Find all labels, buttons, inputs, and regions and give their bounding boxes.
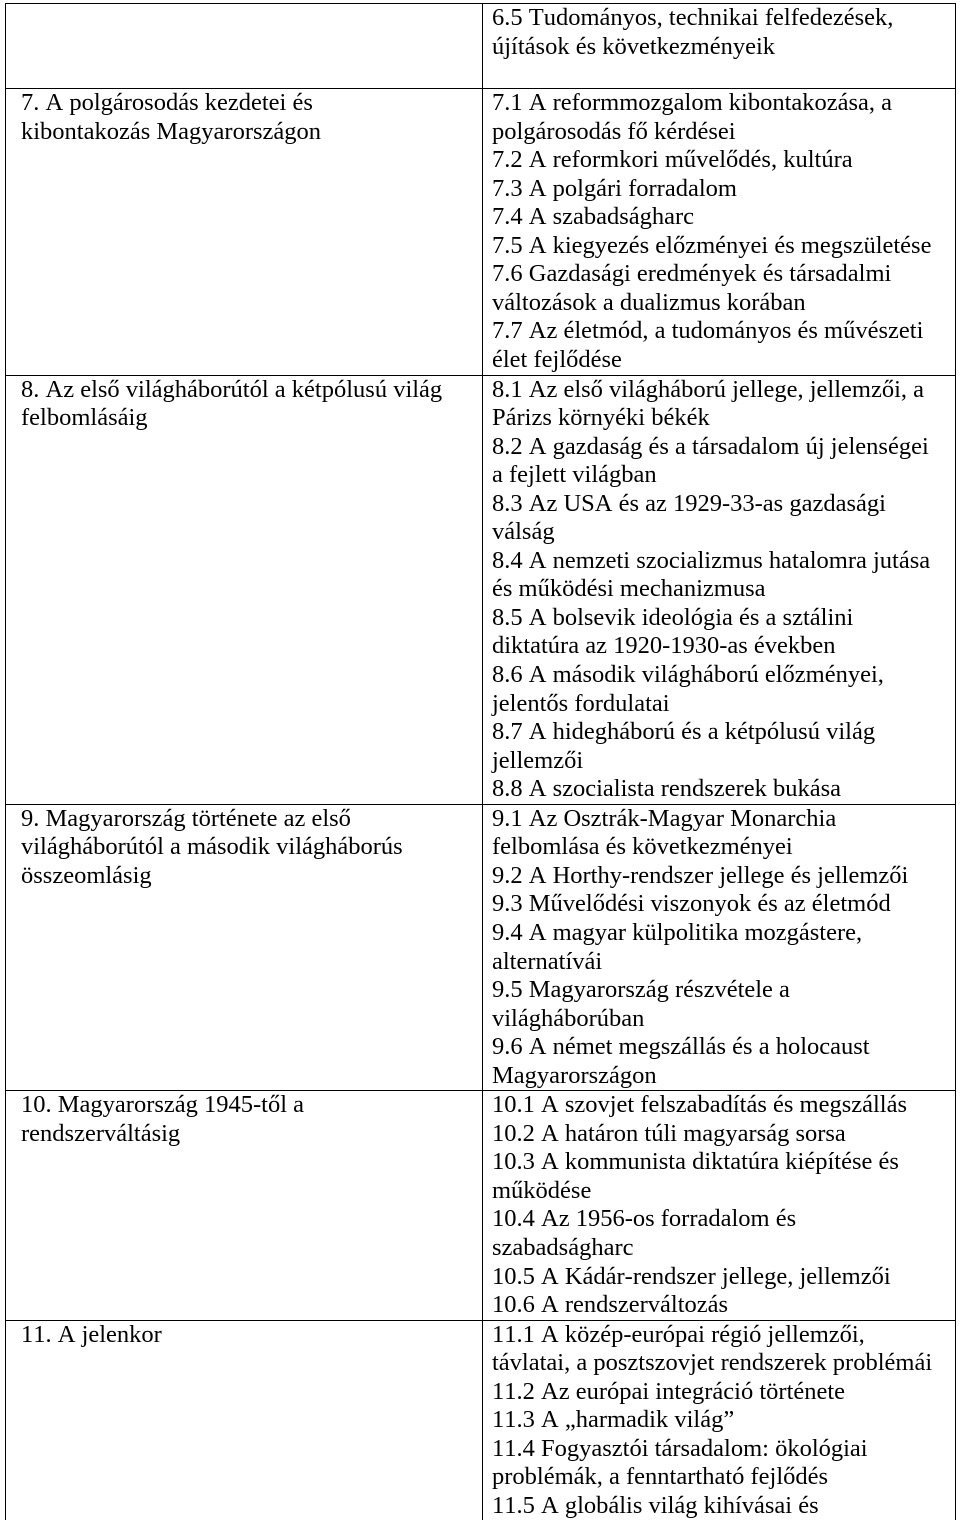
subtopic-item: 11.4 Fogyasztói társadalom: ökológiai problémák, a fenntartható fejlődés	[492, 1434, 868, 1491]
subtopic-list	[483, 4, 955, 88]
table-row	[6, 804, 956, 1090]
subtopic-item: 9.1 Az Osztrák-Magyar Monarchia felbomlása és következményei	[492, 804, 837, 861]
subtopic-item: 11.5 A globális világ kihívásai és	[492, 1491, 819, 1519]
subtopic-item: 9.4 A magyar külpolitika mozgástere, alternatívái	[492, 918, 863, 975]
subtopic-item: 8.2 A gazdaság és a társadalom új jelenségei a fejlett világban	[492, 432, 929, 489]
topic-title: 8. Az első világháborútól a kétpólusú világ felbomlásáig	[21, 375, 443, 432]
table-row	[6, 375, 956, 804]
subtopic-cell	[483, 804, 956, 1090]
subtopic-cell	[483, 1091, 956, 1320]
subtopic-item: 11.3 A „harmadik világ”	[492, 1406, 735, 1434]
subtopic-cell	[483, 89, 956, 375]
subtopic-item: 9.6 A német megszállás és a holocaust Magyarországon	[492, 1033, 870, 1089]
subtopic-item: 8.4 A nemzeti szocializmus hatalomra jutása és működési mechanizmusa	[492, 546, 931, 603]
subtopic-item: 10.5 A Kádár-rendszer jellege, jellemzői	[492, 1262, 891, 1290]
subtopic-item: 9.3 Művelődési viszonyok és az életmód	[492, 890, 891, 918]
subtopic-item: 11.1 A közép-európai régió jellemzői, távlatai, a posztszovjet rendszerek problémái	[492, 1320, 933, 1377]
topic-cell	[6, 1320, 483, 1520]
table-row	[6, 1320, 956, 1520]
topic-cell	[6, 1091, 483, 1320]
topic-title: 7. A polgárosodás kezdetei és kibontakozás Magyarországon	[21, 89, 322, 145]
subtopic-list	[483, 376, 955, 804]
subtopic-item: 9.5 Magyarország részvétele a világháborúban	[492, 976, 790, 1032]
table-row	[6, 4, 956, 89]
subtopic-list	[483, 805, 955, 1090]
subtopic-item: 11.2 Az európai integráció története	[492, 1377, 846, 1405]
subtopic-list	[483, 89, 955, 374]
subtopic-item: 8.7 A hidegháború és a kétpólusú világ jellemzői	[492, 718, 876, 774]
subtopic-item: 8.6 A második világháború előzményei, jelentős fordulatai	[492, 661, 884, 717]
subtopic-item: 10.2 A határon túli magyarság sorsa	[492, 1119, 846, 1147]
subtopic-item: 10.3 A kommunista diktatúra kiépítése és működése	[492, 1148, 899, 1204]
subtopic-cell	[483, 4, 956, 89]
topic-table	[5, 3, 956, 1520]
subtopic-item: 8.1 Az első világháború jellege, jellemzői, a Párizs környéki békék	[492, 375, 925, 432]
table-row	[6, 1091, 956, 1320]
topic-title: 11. A jelenkor	[21, 1320, 162, 1348]
subtopic-item: 7.7 Az életmód, a tudományos és művészeti élet fejlődése	[492, 317, 924, 374]
topic-title: 10. Magyarország 1945-től a rendszerváltásig	[21, 1091, 305, 1147]
subtopic-list	[483, 1321, 955, 1521]
topic-cell	[6, 375, 483, 804]
subtopic-item: 8.5 A bolsevik ideológia és a sztálini diktatúra az 1920-1930-as években	[492, 603, 854, 660]
subtopic-list	[483, 1091, 955, 1319]
subtopic-item: 7.2 A reformkori művelődés, kultúra	[492, 146, 853, 174]
subtopic-cell	[483, 375, 956, 804]
subtopic-item: 6.5 Tudományos, technikai felfedezések, újítások és következményeik	[492, 4, 894, 60]
subtopic-item: 10.1 A szovjet felszabadítás és megszállás	[492, 1091, 908, 1119]
topic-cell	[6, 804, 483, 1090]
topic-cell	[6, 89, 483, 375]
subtopic-item: 10.6 A rendszerváltozás	[492, 1291, 729, 1319]
subtopic-item: 7.6 Gazdasági eredmények és társadalmi változások a dualizmus korában	[492, 260, 892, 316]
subtopic-item: 7.4 A szabadságharc	[492, 203, 695, 231]
subtopic-cell	[483, 1320, 956, 1520]
subtopic-item: 7.3 A polgári forradalom	[492, 174, 737, 202]
topic-cell	[6, 4, 483, 89]
subtopic-item: 10.4 Az 1956-os forradalom és szabadságharc	[492, 1205, 797, 1261]
table-row	[6, 89, 956, 375]
subtopic-item: 8.3 Az USA és az 1929-33-as gazdasági válság	[492, 489, 886, 546]
topic-title: 9. Magyarország története az első világháborútól a második világháborús összeomlásig	[21, 804, 403, 889]
subtopic-item: 7.5 A kiegyezés előzményei és megszületése	[492, 231, 932, 259]
subtopic-item: 8.8 A szocialista rendszerek bukása	[492, 775, 841, 803]
subtopic-item: 9.2 A Horthy-rendszer jellege és jellemzői	[492, 861, 909, 889]
subtopic-item: 7.1 A reformmozgalom kibontakozása, a polgárosodás fő kérdései	[492, 89, 893, 145]
